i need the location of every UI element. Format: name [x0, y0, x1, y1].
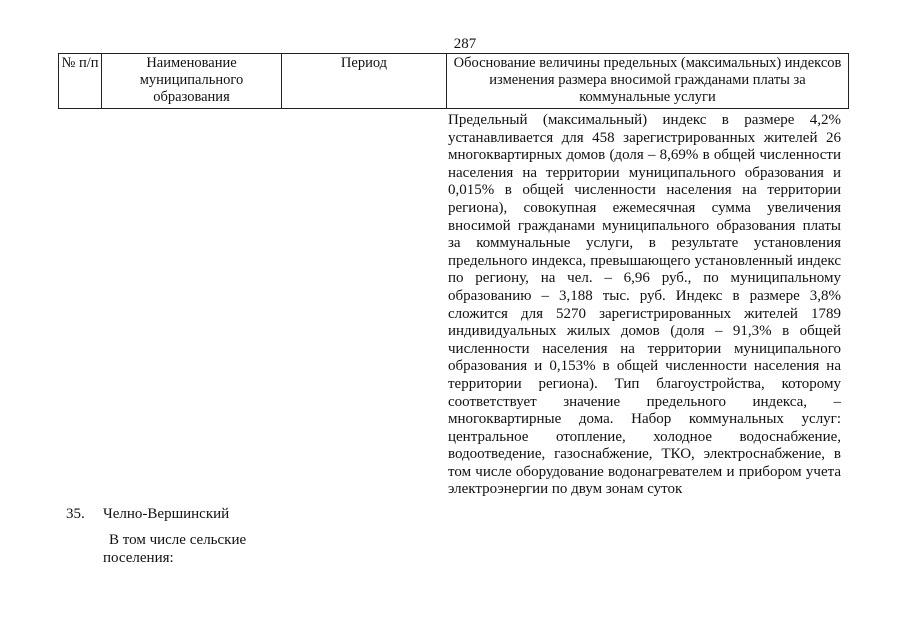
justification-text: Предельный (максимальный) индекс в размере 4,2% устанавливается для 458 зарегистрированных жителей 26 многоквартирных домов (доля – 8,69% в общей численности населения на территории муниципального образования и 0,015% в общей численности населения на территории региона), совокупная ежемесячная сумма увеличения вносимой гражданами муниципального образования платы за коммунальные услуги, в результате установления предельного индекса, превышающего установленный индекс по региону, на чел. – 6,96 руб., по муниципальному образованию – 3,188 тыс. руб. Индекс в размере 3,8% сложится для 5270 зарегистрированных жителей 1789 индивидуальных жилых домов (доля – 91,3% в общей численности населения на территории муниципального образования и 0,153% в общей численности населения на территории региона). Тип благоустройства, которому соответствует значение предельного индекса, – многоквартирные дома. Набор коммунальных услуг: центральное отопление, холодное водоснабжение, водоотведение, газоснабжение, ТКО, электроснабжение, в том числе оборудование водонагревателем и прибором учета электроэнергии по двум зонам суток: [448, 112, 841, 498]
header-number: № п/п: [59, 54, 102, 109]
header-period: Период: [282, 54, 447, 109]
row-municipality: Челно-Вершинский: [103, 506, 230, 522]
header-justification: Обоснование величины предельных (максимальных) индексов изменения размера вносимой гражданами платы за коммунальные услуги: [447, 54, 849, 109]
page-number: 287: [453, 36, 477, 52]
table-header: [58, 53, 849, 109]
row-number: 35.: [66, 506, 85, 522]
sub-label: В том числе сельские поселения:: [103, 532, 247, 566]
header-municipality: Наименование муниципального образования: [102, 54, 282, 109]
